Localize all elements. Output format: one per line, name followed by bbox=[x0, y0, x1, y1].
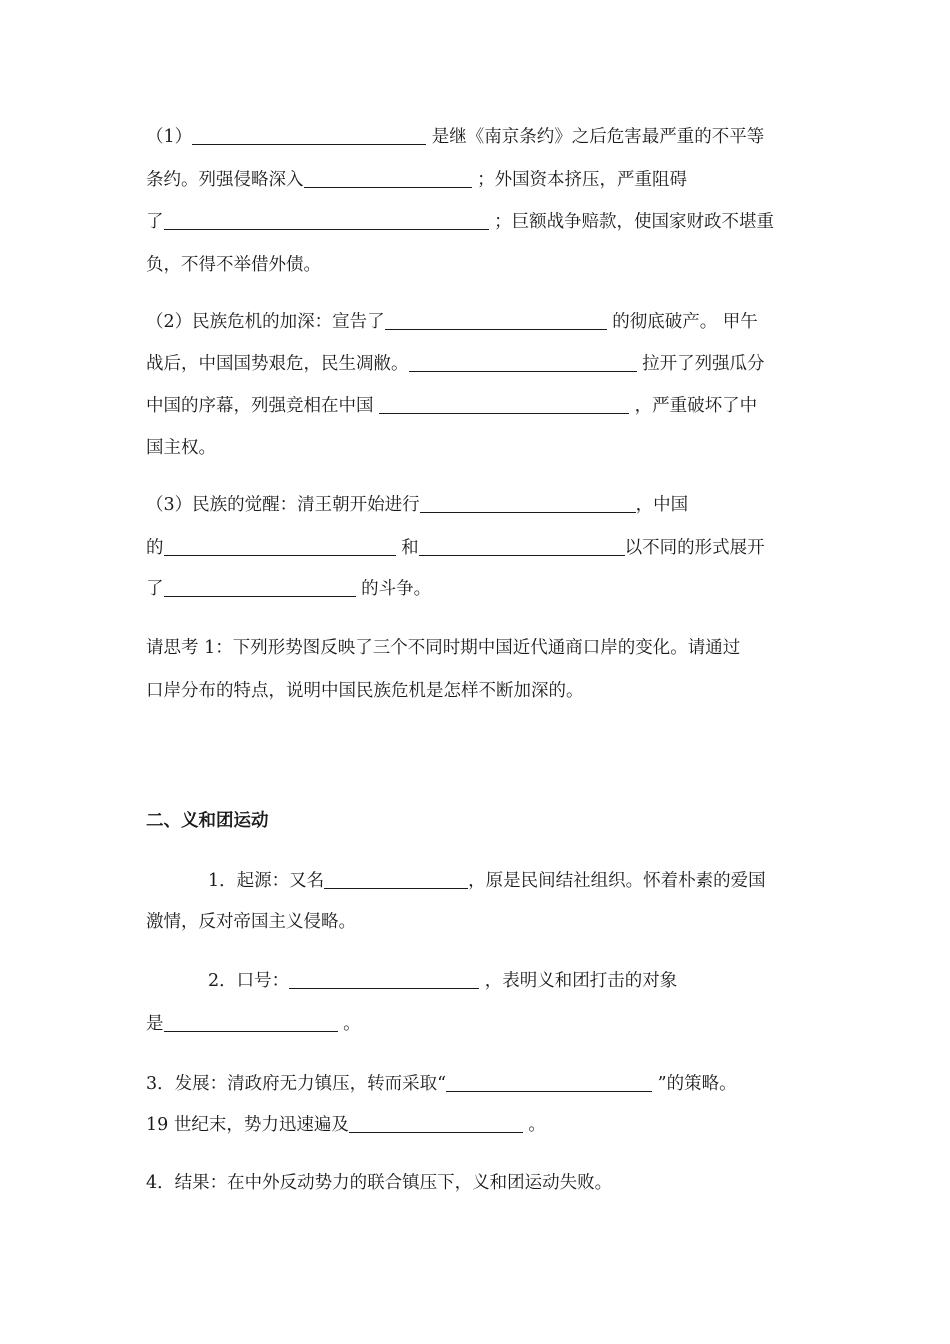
answer-blank-target[interactable] bbox=[164, 1013, 338, 1032]
think-prompt-text: 请思考 1：下列形势图反映了三个不同时期中国近代通商口岸的变化。请通过 bbox=[146, 638, 741, 658]
para1-text: 了 bbox=[146, 212, 164, 232]
para3-text: ，中国 bbox=[635, 495, 689, 515]
para2-text: 的彻底破产。 甲午 bbox=[606, 312, 758, 332]
answer-blank-alias[interactable] bbox=[324, 870, 468, 889]
item1-line2 bbox=[146, 911, 830, 933]
para2-text: ，严重破坏了中 bbox=[629, 396, 758, 416]
para3-line3 bbox=[146, 578, 830, 600]
think-prompt-line1 bbox=[146, 637, 830, 659]
para2-text: 拉开了列强瓜分 bbox=[636, 354, 765, 374]
para2-line4 bbox=[146, 437, 830, 459]
answer-blank-class-b[interactable] bbox=[419, 537, 625, 556]
para2-line2 bbox=[146, 353, 830, 375]
answer-blank-struggle[interactable] bbox=[164, 578, 356, 597]
answer-blank-policy[interactable] bbox=[446, 1073, 652, 1092]
think-prompt-line2 bbox=[146, 680, 830, 702]
para2-text: 国主权。 bbox=[146, 438, 216, 458]
para1-text: ；巨额战争赔款，使国家财政不堪重 bbox=[488, 212, 775, 232]
answer-blank-bankruptcy[interactable] bbox=[385, 311, 607, 330]
answer-blank-partition[interactable] bbox=[409, 353, 637, 372]
para3-line1 bbox=[146, 494, 830, 516]
item1-line1 bbox=[208, 870, 830, 892]
item4-text: 4．结果：在中外反动势力的联合镇压下，义和团运动失败。 bbox=[146, 1173, 613, 1193]
para2-line3 bbox=[146, 395, 830, 417]
item2-text: 。 bbox=[337, 1014, 361, 1034]
answer-blank-treaty[interactable] bbox=[192, 126, 426, 145]
item3-line2 bbox=[146, 1114, 830, 1136]
item3-text: 19 世纪末，势力迅速遍及 bbox=[146, 1115, 349, 1135]
item2-line2 bbox=[146, 1013, 830, 1035]
answer-blank-hindered[interactable] bbox=[164, 211, 489, 230]
think-prompt-text: 口岸分布的特点，说明中国民族危机是怎样不断加深的。 bbox=[146, 681, 584, 701]
para2-text: 中国的序幕，列强竞相在中国 bbox=[146, 396, 380, 416]
para1-line2 bbox=[146, 169, 830, 191]
para3-text: 以不同的形式展开 bbox=[624, 538, 765, 558]
item2-line1 bbox=[208, 970, 830, 992]
answer-blank-slogan[interactable] bbox=[289, 970, 479, 989]
item4-line1 bbox=[146, 1172, 830, 1194]
para3-text: 的 bbox=[146, 538, 164, 558]
section-heading: 二、义和团运动 bbox=[146, 811, 269, 831]
para3-line2 bbox=[146, 537, 830, 559]
para1-number: （1） bbox=[146, 127, 193, 147]
item1-text: 激情，反对帝国主义侵略。 bbox=[146, 912, 356, 932]
item3-text: 。 bbox=[522, 1115, 546, 1135]
para3-text: 和 bbox=[395, 538, 419, 558]
para2-text: （2）民族危机的加深：宣告了 bbox=[146, 312, 385, 332]
para3-text: 的斗争。 bbox=[355, 579, 432, 599]
item3-text: 3．发展：清政府无力镇压，转而采取“ bbox=[146, 1074, 447, 1094]
para1-text: 负，不得不举借外债。 bbox=[146, 255, 321, 275]
para1-text: 是继《南京条约》之后危害最严重的不平等 bbox=[426, 127, 765, 147]
para2-text: 战后，中国国势艰危，民生凋敝。 bbox=[146, 354, 409, 374]
para1-line1 bbox=[146, 126, 830, 148]
item1-text: 1．起源：又名 bbox=[208, 871, 325, 891]
para1-text: ；外国资本挤压，严重阻碍 bbox=[471, 170, 688, 190]
answer-blank-region[interactable] bbox=[349, 1114, 523, 1133]
para3-text: （3）民族的觉醒：清王朝开始进行 bbox=[146, 495, 420, 515]
answer-blank-aggression[interactable] bbox=[304, 169, 472, 188]
para1-line3 bbox=[146, 211, 830, 233]
para1-line4 bbox=[146, 254, 830, 276]
para2-line1 bbox=[146, 311, 830, 333]
item2-text: ，表明义和团打击的对象 bbox=[479, 971, 678, 991]
para1-text: 条约。列强侵略深入 bbox=[146, 170, 304, 190]
item2-text: 是 bbox=[146, 1014, 164, 1034]
para3-text: 了 bbox=[146, 579, 164, 599]
item1-text: ，原是民间结社组织。怀着朴素的爱国 bbox=[468, 871, 766, 891]
item3-line1 bbox=[146, 1073, 830, 1095]
answer-blank-reform[interactable] bbox=[420, 494, 636, 513]
item3-text: ”的策略。 bbox=[652, 1074, 737, 1094]
item2-text: 2．口号： bbox=[208, 971, 290, 991]
answer-blank-class-a[interactable] bbox=[164, 537, 396, 556]
answer-blank-competition[interactable] bbox=[379, 395, 629, 414]
